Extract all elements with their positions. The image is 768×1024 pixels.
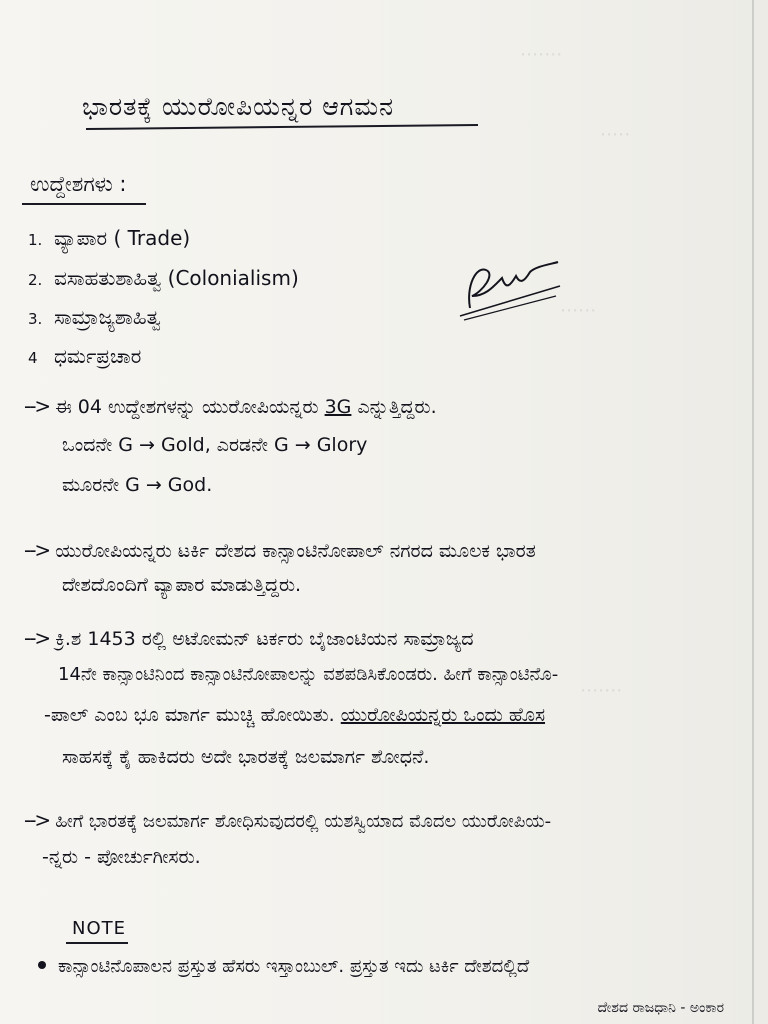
arrow-icon: --> (24, 808, 50, 832)
paragraph-trade-route: --> ಯುರೋಪಿಯನ್ನರು ಟರ್ಕಿ ದೇಶದ ಕಾನ್ಸಾಂಟಿನೋಪಾಲ್ ನಗರದ ಮೂಲಕ ಭಾರತ (24, 538, 536, 562)
g-definitions-line-2: ಮೂರನೇ G → God. (62, 474, 213, 496)
list-item-text: ವ್ಯಾಪಾರ ( Trade) (54, 226, 191, 250)
note-underline (66, 942, 128, 944)
arrow-icon: --> (24, 626, 50, 650)
highlighted-phrase: ಯುರೋಪಿಯನ್ನರು ಒಂದು ಹೊಸ (340, 704, 546, 726)
list-item-number: 2. (28, 271, 43, 289)
bullet-icon (36, 959, 48, 971)
g-definitions-line-1: ಒಂದನೇ G → Gold, ಎರಡನೇ G → Glory (62, 434, 368, 456)
signature (456, 256, 564, 322)
list-item (28, 305, 161, 329)
list-item-number: 3. (28, 310, 43, 328)
paragraph-line: -ನ್ನರು - ಪೋರ್ಚುಗೀಸರು. (42, 846, 201, 868)
list-item-number: 4 (28, 349, 38, 367)
list-item-number: 1. (28, 231, 43, 249)
paragraph-line: ದೇಶದೊಂದಿಗೆ ವ್ಯಾಪಾರ ಮಾಡುತ್ತಿದ್ದರು. (62, 574, 302, 596)
paragraph-portuguese: --> ಹೀಗೆ ಭಾರತಕ್ಕೆ ಜಲಮಾರ್ಗ ಶೋಧಿಸುವುದರಲ್ಲಿ ಯಶಸ್ವಿಯಾದ ಮೊದಲ ಯುರೋಪಿಯ- (24, 808, 552, 832)
paragraph-line: -ಪಾಲ್ ಎಂಬ ಭೂ ಮಾರ್ಗ ಮುಚ್ಚಿ ಹೋಯಿತು. ಯುರೋಪಿಯನ್ನರು ಒಂದು ಹೊಸ (44, 704, 546, 726)
list-item-text: ಧರ್ಮಪ್ರಚಾರ (54, 344, 142, 368)
page-title: ಭಾರತಕ್ಕೆ ಯುರೋಪಿಯನ್ನರ ಆಗಮನ (82, 92, 394, 121)
title-underline (86, 124, 478, 130)
list-item (28, 344, 141, 368)
note-text: ಕಾನ್ಸಾಂಟಿನೊಪಾಲನ ಪ್ರಸ್ತುತ ಹೆಸರು ಇಸ್ತಾಂಬುಲ್. ಪ್ರಸ್ತುತ ಇದು ಟರ್ಕಿ ದೇಶದಲ್ಲಿದೆ (58, 956, 530, 977)
bleed-through-text: ······· (580, 680, 623, 702)
list-item-text: ಸಾಮ್ರಾಜ್ಯಶಾಹಿತ್ವ (54, 305, 161, 329)
note-heading: NOTE (72, 918, 127, 939)
note-continuation: ದೇಶದ ರಾಜಧಾನಿ - ಅಂಕಾರ (597, 1000, 724, 1016)
list-item (28, 226, 190, 250)
list-item (28, 266, 299, 290)
highlight-3g: 3G (324, 396, 352, 418)
list-item-text: ವಸಾಹತುಶಾಹಿತ್ವ (Colonialism) (54, 266, 299, 290)
arrow-icon: --> (24, 538, 50, 562)
heading-underline (22, 203, 146, 205)
objectives-heading: ಉದ್ದೇಶಗಳು : (30, 172, 127, 196)
bleed-through-text: ······ (560, 300, 597, 322)
paragraph-line: ಸಾಹಸಕ್ಕೆ ಕೈ ಹಾಕಿದರು ಅದೇ ಭಾರತಕ್ಕೆ ಜಲಮಾರ್ಗ ಶೋಧನೆ. (62, 746, 430, 768)
arrow-icon: --> (24, 394, 50, 418)
bleed-through-text: ····· (600, 124, 631, 146)
page-edge-line (752, 0, 754, 1024)
goals-line: --> ಈ 04 ಉದ್ದೇಶಗಳನ್ನು ಯುರೋಪಿಯನ್ನರು 3G ಎನ್ನುತ್ತಿದ್ದರು. (24, 394, 437, 418)
paragraph-line: 14ನೇ ಕಾನ್ಸಾಂಟಿನಿಂದ ಕಾನ್ಸಾಂಟಿನೋಪಾಲನ್ನು ವಶಪಡಿಸಿಕೊಂಡರು. ಹೀಗೆ ಕಾನ್ಸಾಂಟಿನೊ- (58, 664, 559, 685)
paragraph-conquest: --> ಕ್ರಿ.ಶ 1453 ರಲ್ಲಿ ಅಟೋಮನ್ ಟರ್ಕರು ಬೈಜಾಂಟಿಯನ ಸಾಮ್ರಾಜ್ಯದ (24, 626, 474, 650)
bleed-through-text: ······· (520, 44, 563, 66)
